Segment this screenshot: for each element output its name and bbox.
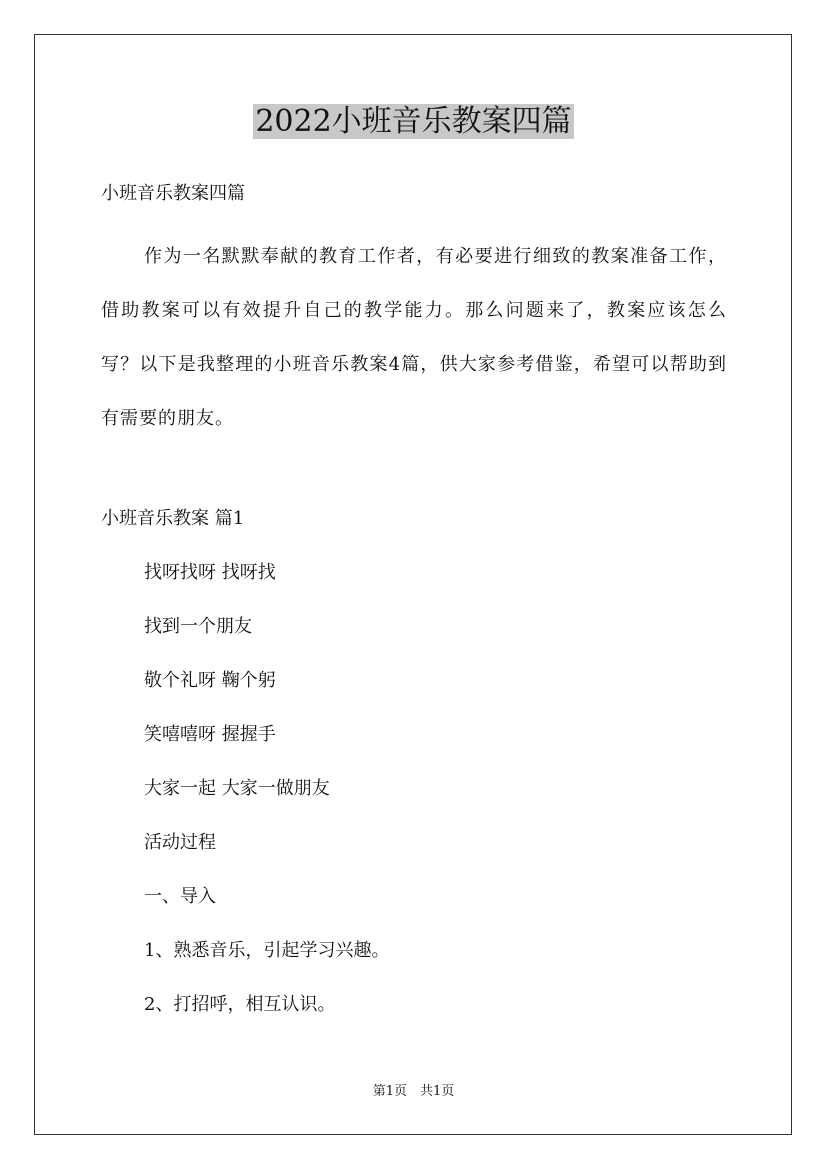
body-line: 找呀找呀 找呀找	[144, 562, 276, 583]
page-footer: 第1页 共1页	[372, 1084, 455, 1099]
document-title-text: 2022小班音乐教案四篇	[255, 104, 572, 139]
body-line: 1、熟悉音乐，引起学习兴趣。	[144, 940, 390, 961]
body-line: 一、导入	[144, 886, 216, 907]
body-line: 笑嘻嘻呀 握握手	[144, 724, 276, 745]
body-line: 活动过程	[144, 832, 216, 853]
intro-paragraph: 作为一名默默奉献的教育工作者，有必要进行细致的教案准备工作，借助教案可以有效提升自己的教学能力。那么问题来了，教案应该怎么写？以下是我整理的小班音乐教案4篇，供大家参考借鉴，希望可以帮助到有需要的朋友。	[101, 246, 727, 429]
document-title	[0, 100, 827, 144]
document-subtitle: 小班音乐教案四篇	[101, 183, 245, 204]
body-line: 大家一起 大家一做朋友	[144, 778, 330, 799]
body-line: 找到一个朋友	[144, 616, 252, 637]
section-heading: 小班音乐教案 篇1	[101, 508, 245, 529]
body-line: 2、打招呼，相互认识。	[144, 994, 336, 1015]
body-line: 敬个礼呀 鞠个躬	[144, 670, 276, 691]
